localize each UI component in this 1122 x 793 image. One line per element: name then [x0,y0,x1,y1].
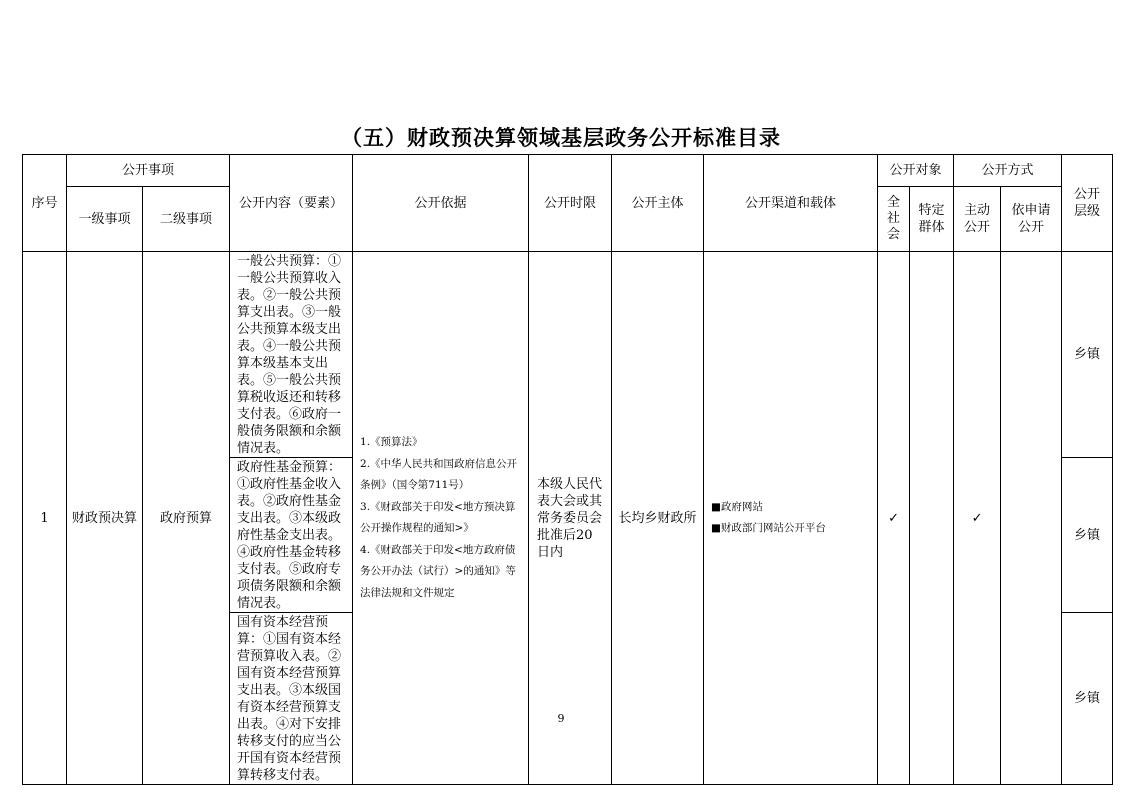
page-title: （五）财政预决算领域基层政务公开标准目录 [341,125,781,150]
audience-specific-check [910,252,954,785]
content-general-budget: 一般公共预算：①一般公共预算收入表。②一般公共预算支出表。③一般公共预算本级支出表。④一般公共预算本级基本支出表。⑤一般公共预算税收返还和转移支付表。⑥政府一般债务限额和余额情况表。 [230,252,353,458]
content-fund-budget: 政府性基金预算：①政府性基金收入表。②政府性基金支出表。③本级政府性基金支出表。④政府性基金转移支付表。⑤政府专项债务限额和余额情况表。 [230,458,353,613]
header-level-line-2: 层级 [1074,204,1101,219]
header-basis: 公开依据 [353,155,529,252]
audience-all-check [878,252,910,785]
level-cell: 乡镇 [1062,252,1113,458]
content-state-capital-budget: 国有资本经营预算：①国有资本经营预算收入表。②国有资本经营预算支出表。③本级国有资本经营预算支出表。④对下安排转移支付的应当公开国有资本经营预算转移支付表。 [230,613,353,785]
level-cell: 乡镇 [1062,613,1113,785]
header-level-line-1: 公开 [1074,187,1101,202]
header-items: 公开事项 [67,155,230,187]
header-subject: 公开主体 [612,155,704,252]
basis-item: 1.《预算法》 [360,436,423,448]
header-level2: 二级事项 [143,187,230,252]
subject-cell: 长均乡财政所 [612,252,704,785]
basis-item: 4.《财政部关于印发<地方政府债务公开办法（试行）>的通知》等法律法规和文件规定 [360,543,516,599]
row-seq: 1 [23,252,67,785]
header-method-active: 主动 公开 [954,187,1001,252]
disclosure-catalog-table [22,154,1113,785]
header-audience-all: 全社会 [878,187,910,252]
page-number: 9 [557,712,565,725]
row-level1: 财政预决算 [67,252,143,785]
row-level2: 政府预算 [143,252,230,785]
time-limit-cell: 本级人民代表大会或其常务委员会批准后20日内 [529,252,612,785]
level-cell: 乡镇 [1062,458,1113,613]
basis-cell [353,252,529,785]
checkmark-icon: ✓ [888,510,899,526]
basis-item: 2.《中华人民共和国政府信息公开条例》（国令第711号） [360,457,518,491]
channel-cell [704,252,878,785]
header-seq: 序号 [23,155,67,252]
header-channel: 公开渠道和载体 [704,155,878,252]
method-request-check [1001,252,1062,785]
method-active-check [954,252,1001,785]
basis-item: 3.《财政部关于印发<地方预决算公开操作规程的通知>》 [360,500,516,534]
header-method-request: 依申请 公开 [1001,187,1062,252]
channel-item: ■财政部门网站公开平台 [711,522,826,534]
header-audience: 公开对象 [878,155,954,187]
header-audience-specific: 特定 群体 [910,187,954,252]
header-method: 公开方式 [954,155,1062,187]
channel-item: ■政府网站 [711,500,763,513]
header-level [1062,155,1113,252]
header-level1: 一级事项 [67,187,143,252]
header-content: 公开内容（要素） [230,155,353,252]
checkmark-icon: ✓ [971,510,983,526]
header-time-limit: 公开时限 [529,155,612,252]
